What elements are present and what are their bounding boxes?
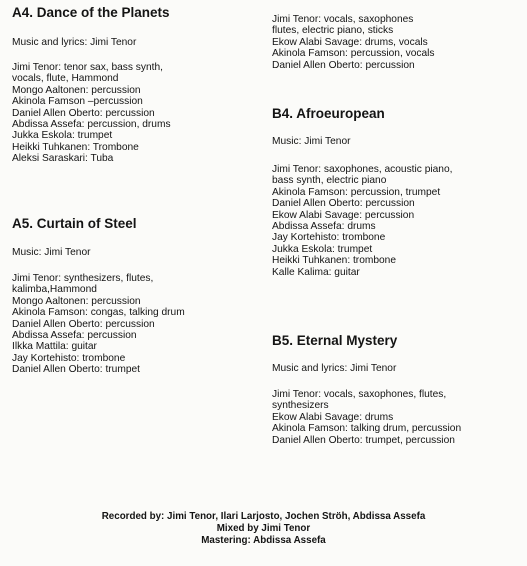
personnel-line: Jimi Tenor: vocals, saxophones, flutes, <box>272 389 447 400</box>
personnel-line: Heikki Tuhkanen: trombone <box>272 255 397 267</box>
personnel-line: Akinola Famson –percussion <box>12 96 143 108</box>
credit-line: Music: Jimi Tenor <box>272 136 351 147</box>
personnel-line: Ekow Alabi Savage: drums, vocals <box>272 36 428 48</box>
credit-line: Music: Jimi Tenor <box>12 247 91 258</box>
personnel-line: Akinola Famson: percussion, trumpet <box>272 186 441 198</box>
credit-line: Music and lyrics: Jimi Tenor <box>272 363 397 374</box>
personnel-line: Heikki Tuhkanen: Trombone <box>12 141 139 153</box>
personnel-line: Jimi Tenor: tenor sax, bass synth, <box>12 62 163 73</box>
personnel-line: Aleksi Saraskari: Tuba <box>12 153 114 165</box>
personnel-line: Abdissa Assefa: percussion, drums <box>12 119 171 131</box>
personnel-line: Jukka Eskola: trumpet <box>272 243 373 255</box>
mixed-by: Mixed by Jimi Tenor <box>216 523 311 535</box>
personnel-line: Ekow Alabi Savage: percussion <box>272 209 415 221</box>
personnel-line: bass synth, electric piano <box>272 175 387 187</box>
track-title: A4. Dance of the Planets <box>12 5 170 20</box>
personnel-line: Akinola Famson: congas, talking drum <box>12 307 185 319</box>
track-title: B5. Eternal Mystery <box>272 333 398 348</box>
personnel-line: Jay Kortehisto: trombone <box>272 232 386 244</box>
personnel-line: kalimba,Hammond <box>12 284 97 296</box>
track-b5 <box>272 333 522 446</box>
personnel-line: Jimi Tenor: synthesizers, flutes, <box>12 273 154 284</box>
credit-line: Music and lyrics: Jimi Tenor <box>12 37 137 48</box>
personnel-line: Mongo Aaltonen: percussion <box>12 295 141 307</box>
personnel-line: Daniel Allen Oberto: percussion <box>272 59 415 71</box>
track-a4 <box>12 5 262 165</box>
personnel-line: Daniel Allen Oberto: trumpet <box>12 364 140 376</box>
personnel-line: Ekow Alabi Savage: drums <box>272 411 394 423</box>
mastering: Mastering: Abdissa Assefa <box>201 535 326 547</box>
personnel-line: Abdissa Assefa: drums <box>272 221 376 233</box>
personnel-line: Daniel Allen Oberto: trumpet, percussion <box>272 434 455 446</box>
personnel-list <box>272 164 522 278</box>
personnel-list <box>12 62 262 165</box>
personnel-line: Jimi Tenor: vocals, saxophones <box>272 14 414 25</box>
production-credits <box>0 511 527 548</box>
personnel-line: Daniel Allen Oberto: percussion <box>12 318 155 330</box>
personnel-list <box>12 273 262 376</box>
personnel-line: vocals, flute, Hammond <box>12 73 119 85</box>
personnel-list <box>272 389 522 446</box>
track-b4 <box>272 106 522 278</box>
personnel-line: Ilkka Mattila: guitar <box>12 341 97 353</box>
personnel-line: Daniel Allen Oberto: percussion <box>12 107 155 119</box>
personnel-line: Mongo Aaltonen: percussion <box>12 84 141 96</box>
personnel-list <box>272 14 522 71</box>
personnel-line: Jimi Tenor: saxophones, acoustic piano, <box>272 164 453 175</box>
personnel-line: Akinola Famson: percussion, vocals <box>272 48 435 60</box>
track-title: B4. Afroeuropean <box>272 106 385 121</box>
personnel-line: flutes, electric piano, sticks <box>272 25 394 37</box>
track-b3-continued <box>272 14 522 71</box>
recorded-by: Recorded by: Jimi Tenor, Ilari Larjosto, Jochen Ströh, Abdissa Assefa <box>101 511 426 522</box>
personnel-line: Abdissa Assefa: percussion <box>12 330 137 342</box>
track-title: A5. Curtain of Steel <box>12 216 137 231</box>
personnel-line: Jay Kortehisto: trombone <box>12 352 126 364</box>
personnel-line: Akinola Famson: talking drum, percussion <box>272 423 462 435</box>
personnel-line: Jukka Eskola: trumpet <box>12 130 113 142</box>
personnel-line: synthesizers <box>272 400 329 412</box>
personnel-line: Kalle Kalima: guitar <box>272 266 360 278</box>
personnel-line: Daniel Allen Oberto: percussion <box>272 198 415 210</box>
track-a5 <box>12 216 262 376</box>
